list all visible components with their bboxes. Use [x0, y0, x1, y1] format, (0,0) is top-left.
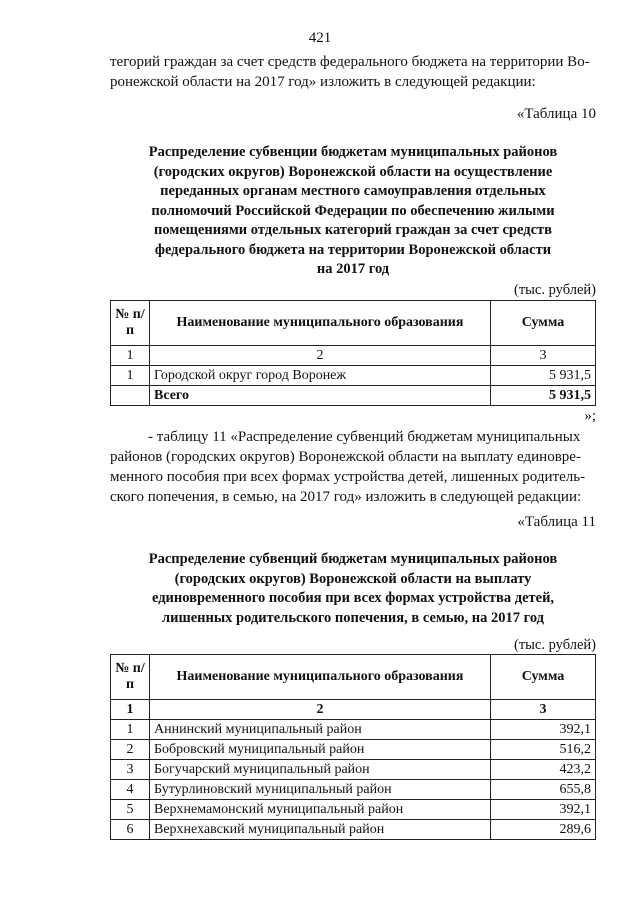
total-empty [111, 386, 150, 406]
row-sum: 5 931,5 [491, 366, 596, 386]
index-cell: 3 [491, 346, 596, 366]
row-num: 3 [111, 760, 150, 780]
table11-title [110, 550, 596, 628]
row-num: 1 [111, 720, 150, 740]
title-line: на 2017 год [316, 261, 390, 277]
row-sum: 516,2 [491, 740, 596, 760]
row-num: 6 [111, 820, 150, 840]
row-num: 2 [111, 740, 150, 760]
table-row [111, 820, 596, 840]
table10-label: «Таблица 10 [516, 106, 596, 122]
table-row [111, 800, 596, 820]
row-name: Бобровский муниципальный район [150, 740, 491, 760]
table-row [111, 760, 596, 780]
table-row [111, 780, 596, 800]
text-line: тегорий граждан за счет средств федерального бюджета на территории Во- [110, 54, 590, 70]
title-line: единовременного пособия при всех формах устройства детей, [151, 590, 555, 606]
index-cell: 2 [150, 700, 491, 720]
title-line: полномочий Российской Федерации по обеспечению жилыми [151, 202, 555, 219]
row-num: 5 [111, 800, 150, 820]
row-num: 1 [111, 366, 150, 386]
table10-title [110, 143, 596, 280]
title-line: Распределение субвенций бюджетам муниципальных районов [148, 551, 558, 567]
middle-paragraph [110, 427, 596, 507]
header-name: Наименование муниципального образования [150, 301, 491, 346]
table11-units: (тыс. рублей) [514, 637, 596, 653]
title-line: помещениями отдельных категорий граждан за счет средств [154, 222, 552, 238]
header-name: Наименование муниципального образования [150, 655, 491, 700]
table-header-row [111, 301, 596, 346]
text-line: менного пособия при всех формах устройства детей, лишенных родитель- [110, 469, 586, 485]
title-line: переданных органам местного самоуправления отдельных [160, 183, 546, 199]
row-sum: 289,6 [491, 820, 596, 840]
row-sum: 423,2 [491, 760, 596, 780]
table10-closing: »; [584, 408, 596, 424]
index-cell: 1 [111, 700, 150, 720]
table-row [111, 740, 596, 760]
total-sum: 5 931,5 [491, 386, 596, 406]
total-label: Всего [150, 386, 491, 406]
row-num: 4 [111, 780, 150, 800]
index-cell: 3 [491, 700, 596, 720]
text-line: - таблицу 11 «Распределение субвенций бюджетам муниципальных [148, 429, 581, 445]
header-sum: Сумма [491, 655, 596, 700]
row-name: Аннинский муниципальный район [150, 720, 491, 740]
index-cell: 2 [150, 346, 491, 366]
text-line: ского попечения, в семью, на 2017 год» изложить в следующей редакции: [110, 489, 582, 505]
row-sum: 392,1 [491, 800, 596, 820]
table11 [110, 654, 596, 840]
row-sum: 392,1 [491, 720, 596, 740]
index-cell: 1 [111, 346, 150, 366]
row-name: Городской округ город Воронеж [150, 366, 491, 386]
row-name: Верхнемамонский муниципальный район [150, 800, 491, 820]
title-line: федерального бюджета на территории Воронежской области [154, 241, 552, 258]
row-sum: 655,8 [491, 780, 596, 800]
index-row [111, 700, 596, 720]
text-line: ронежской области на 2017 год» изложить в следующей редакции: [110, 74, 536, 90]
table10 [110, 300, 596, 406]
title-line: Распределение субвенции бюджетам муниципальных районов [148, 144, 558, 160]
total-row [111, 386, 596, 406]
title-line: (городских округов) Воронежской области на осуществление [153, 163, 553, 180]
header-num: № п/п [111, 301, 150, 346]
page-number: 421 [308, 30, 332, 46]
table10-units: (тыс. рублей) [514, 282, 596, 298]
table-row [111, 720, 596, 740]
index-row [111, 346, 596, 366]
table11-label: «Таблица 11 [517, 514, 596, 530]
title-line: (городских округов) Воронежской области на выплату [174, 570, 532, 587]
table-row [111, 366, 596, 386]
table-header-row [111, 655, 596, 700]
header-sum: Сумма [491, 301, 596, 346]
row-name: Бутурлиновский муниципальный район [150, 780, 491, 800]
row-name: Богучарский муниципальный район [150, 760, 491, 780]
title-line: лишенных родительского попечения, в семью, на 2017 год [161, 609, 545, 626]
header-num: № п/п [111, 655, 150, 700]
intro-paragraph [110, 52, 596, 92]
row-name: Верхнехавский муниципальный район [150, 820, 491, 840]
text-line: районов (городских округов) Воронежской области на выплату единовре- [110, 449, 581, 465]
